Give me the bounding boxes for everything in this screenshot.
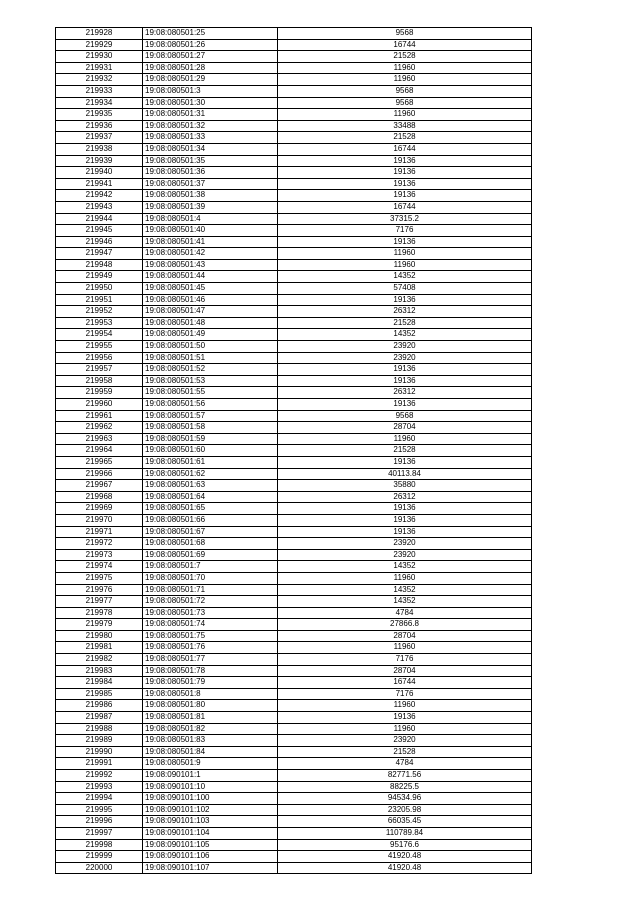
cadastral-number-cell: 19:08:080501:41 xyxy=(143,236,278,248)
row-id-cell: 219993 xyxy=(56,781,143,793)
table-row xyxy=(56,178,532,190)
cadastral-number-cell: 19:08:080501:7 xyxy=(143,561,278,573)
value-cell: 23920 xyxy=(278,538,532,550)
table-row xyxy=(56,85,532,97)
row-id-cell: 219982 xyxy=(56,654,143,666)
table-row xyxy=(56,549,532,561)
row-id-cell: 219951 xyxy=(56,294,143,306)
cadastral-number-cell: 19:08:080501:37 xyxy=(143,178,278,190)
cadastral-number-cell: 19:08:080501:52 xyxy=(143,364,278,376)
value-cell: 11960 xyxy=(278,259,532,271)
value-cell: 26312 xyxy=(278,387,532,399)
cadastral-number-cell: 19:08:080501:60 xyxy=(143,445,278,457)
table-row xyxy=(56,213,532,225)
value-cell: 21528 xyxy=(278,51,532,63)
row-id-cell: 219952 xyxy=(56,306,143,318)
cadastral-number-cell: 19:08:090101:100 xyxy=(143,793,278,805)
row-id-cell: 219950 xyxy=(56,283,143,295)
value-cell: 19136 xyxy=(278,526,532,538)
value-cell: 19136 xyxy=(278,514,532,526)
cadastral-number-cell: 19:08:080501:69 xyxy=(143,549,278,561)
value-cell: 21528 xyxy=(278,132,532,144)
value-cell: 35880 xyxy=(278,480,532,492)
table-row xyxy=(56,677,532,689)
row-id-cell: 219935 xyxy=(56,109,143,121)
cadastral-number-cell: 19:08:080501:51 xyxy=(143,352,278,364)
value-cell: 7176 xyxy=(278,654,532,666)
value-cell: 19136 xyxy=(278,178,532,190)
value-cell: 82771.56 xyxy=(278,770,532,782)
cadastral-number-cell: 19:08:080501:31 xyxy=(143,109,278,121)
value-cell: 26312 xyxy=(278,306,532,318)
cadastral-number-cell: 19:08:080501:82 xyxy=(143,723,278,735)
table-row xyxy=(56,433,532,445)
value-cell: 23920 xyxy=(278,549,532,561)
value-cell: 19136 xyxy=(278,456,532,468)
value-cell: 16744 xyxy=(278,677,532,689)
row-id-cell: 219981 xyxy=(56,642,143,654)
row-id-cell: 219977 xyxy=(56,596,143,608)
table-row xyxy=(56,688,532,700)
row-id-cell: 219999 xyxy=(56,851,143,863)
value-cell: 28704 xyxy=(278,630,532,642)
value-cell: 95176.6 xyxy=(278,839,532,851)
value-cell: 19136 xyxy=(278,364,532,376)
table-row xyxy=(56,132,532,144)
row-id-cell: 219934 xyxy=(56,97,143,109)
cadastral-number-cell: 19:08:080501:39 xyxy=(143,201,278,213)
table-row xyxy=(56,607,532,619)
cadastral-number-cell: 19:08:080501:50 xyxy=(143,341,278,353)
cadastral-number-cell: 19:08:080501:71 xyxy=(143,584,278,596)
row-id-cell: 219944 xyxy=(56,213,143,225)
table-row xyxy=(56,839,532,851)
cadastral-number-cell: 19:08:080501:9 xyxy=(143,758,278,770)
cadastral-number-cell: 19:08:080501:8 xyxy=(143,688,278,700)
row-id-cell: 219948 xyxy=(56,259,143,271)
cadastral-number-cell: 19:08:080501:66 xyxy=(143,514,278,526)
row-id-cell: 219933 xyxy=(56,85,143,97)
cadastral-number-cell: 19:08:080501:80 xyxy=(143,700,278,712)
value-cell: 88225.5 xyxy=(278,781,532,793)
table-row xyxy=(56,364,532,376)
table-row xyxy=(56,746,532,758)
row-id-cell: 219941 xyxy=(56,178,143,190)
value-cell: 14352 xyxy=(278,596,532,608)
row-id-cell: 219957 xyxy=(56,364,143,376)
cadastral-number-cell: 19:08:080501:76 xyxy=(143,642,278,654)
value-cell: 11960 xyxy=(278,109,532,121)
cadastral-number-cell: 19:08:080501:78 xyxy=(143,665,278,677)
table-row xyxy=(56,665,532,677)
cadastral-number-cell: 19:08:090101:102 xyxy=(143,804,278,816)
row-id-cell: 219968 xyxy=(56,491,143,503)
table-row xyxy=(56,294,532,306)
cadastral-number-cell: 19:08:080501:55 xyxy=(143,387,278,399)
table-row xyxy=(56,514,532,526)
row-id-cell: 219932 xyxy=(56,74,143,86)
row-id-cell: 219995 xyxy=(56,804,143,816)
value-cell: 57408 xyxy=(278,283,532,295)
row-id-cell: 219964 xyxy=(56,445,143,457)
row-id-cell: 219978 xyxy=(56,607,143,619)
table-row xyxy=(56,410,532,422)
value-cell: 9568 xyxy=(278,97,532,109)
value-cell: 14352 xyxy=(278,329,532,341)
cadastral-number-cell: 19:08:080501:57 xyxy=(143,410,278,422)
table-row xyxy=(56,74,532,86)
cadastral-number-cell: 19:08:080501:47 xyxy=(143,306,278,318)
value-cell: 4784 xyxy=(278,758,532,770)
row-id-cell: 219936 xyxy=(56,120,143,132)
value-cell: 14352 xyxy=(278,584,532,596)
cadastral-number-cell: 19:08:080501:58 xyxy=(143,422,278,434)
row-id-cell: 219939 xyxy=(56,155,143,167)
row-id-cell: 219965 xyxy=(56,456,143,468)
value-cell: 19136 xyxy=(278,294,532,306)
cadastral-number-cell: 19:08:080501:81 xyxy=(143,712,278,724)
row-id-cell: 219992 xyxy=(56,770,143,782)
cadastral-number-cell: 19:08:080501:33 xyxy=(143,132,278,144)
value-cell: 11960 xyxy=(278,700,532,712)
table-row xyxy=(56,468,532,480)
cadastral-number-cell: 19:08:080501:43 xyxy=(143,259,278,271)
row-id-cell: 219972 xyxy=(56,538,143,550)
row-id-cell: 219928 xyxy=(56,28,143,40)
row-id-cell: 219984 xyxy=(56,677,143,689)
value-cell: 28704 xyxy=(278,422,532,434)
row-id-cell: 219937 xyxy=(56,132,143,144)
table-row xyxy=(56,387,532,399)
table-row xyxy=(56,225,532,237)
value-cell: 21528 xyxy=(278,317,532,329)
table-row xyxy=(56,271,532,283)
table-row xyxy=(56,584,532,596)
row-id-cell: 219938 xyxy=(56,143,143,155)
value-cell: 19136 xyxy=(278,399,532,411)
table-row xyxy=(56,503,532,515)
table-row xyxy=(56,28,532,40)
row-id-cell: 219975 xyxy=(56,572,143,584)
table-row xyxy=(56,317,532,329)
value-cell: 7176 xyxy=(278,225,532,237)
row-id-cell: 219966 xyxy=(56,468,143,480)
cadastral-number-cell: 19:08:080501:34 xyxy=(143,143,278,155)
table-row xyxy=(56,97,532,109)
value-cell: 7176 xyxy=(278,688,532,700)
row-id-cell: 219991 xyxy=(56,758,143,770)
cadastral-number-cell: 19:08:080501:73 xyxy=(143,607,278,619)
table-row xyxy=(56,700,532,712)
value-cell: 14352 xyxy=(278,271,532,283)
value-cell: 16744 xyxy=(278,201,532,213)
value-cell: 9568 xyxy=(278,85,532,97)
cadastral-number-cell: 19:08:080501:44 xyxy=(143,271,278,283)
value-cell: 66035.45 xyxy=(278,816,532,828)
cadastral-number-cell: 19:08:080501:72 xyxy=(143,596,278,608)
spreadsheet-page xyxy=(55,27,531,874)
cadastral-number-cell: 19:08:080501:45 xyxy=(143,283,278,295)
row-id-cell: 219970 xyxy=(56,514,143,526)
row-id-cell: 219988 xyxy=(56,723,143,735)
table-row xyxy=(56,596,532,608)
value-cell: 14352 xyxy=(278,561,532,573)
row-id-cell: 219956 xyxy=(56,352,143,364)
cadastral-number-cell: 19:08:080501:56 xyxy=(143,399,278,411)
cadastral-number-cell: 19:08:080501:42 xyxy=(143,248,278,260)
table-row xyxy=(56,642,532,654)
value-cell: 19136 xyxy=(278,190,532,202)
table-row xyxy=(56,480,532,492)
row-id-cell: 219998 xyxy=(56,839,143,851)
row-id-cell: 219942 xyxy=(56,190,143,202)
row-id-cell: 219976 xyxy=(56,584,143,596)
value-cell: 33488 xyxy=(278,120,532,132)
table-row xyxy=(56,283,532,295)
table-row xyxy=(56,167,532,179)
row-id-cell: 219990 xyxy=(56,746,143,758)
cadastral-number-cell: 19:08:090101:104 xyxy=(143,827,278,839)
table-row xyxy=(56,851,532,863)
cadastral-number-cell: 19:08:080501:46 xyxy=(143,294,278,306)
row-id-cell: 219969 xyxy=(56,503,143,515)
table-row xyxy=(56,816,532,828)
cadastral-number-cell: 19:08:080501:28 xyxy=(143,62,278,74)
row-id-cell: 219929 xyxy=(56,39,143,51)
table-row xyxy=(56,201,532,213)
value-cell: 11960 xyxy=(278,723,532,735)
value-cell: 40113.84 xyxy=(278,468,532,480)
row-id-cell: 219985 xyxy=(56,688,143,700)
row-id-cell: 219959 xyxy=(56,387,143,399)
row-id-cell: 219987 xyxy=(56,712,143,724)
value-cell: 41920.48 xyxy=(278,862,532,874)
table-row xyxy=(56,491,532,503)
row-id-cell: 219943 xyxy=(56,201,143,213)
value-cell: 9568 xyxy=(278,410,532,422)
value-cell: 11960 xyxy=(278,642,532,654)
cadastral-number-cell: 19:08:080501:70 xyxy=(143,572,278,584)
cadastral-number-cell: 19:08:080501:75 xyxy=(143,630,278,642)
row-id-cell: 219983 xyxy=(56,665,143,677)
value-cell: 41920.48 xyxy=(278,851,532,863)
cadastral-number-cell: 19:08:080501:64 xyxy=(143,491,278,503)
row-id-cell: 219963 xyxy=(56,433,143,445)
row-id-cell: 219967 xyxy=(56,480,143,492)
cadastral-number-cell: 19:08:080501:84 xyxy=(143,746,278,758)
value-cell: 11960 xyxy=(278,74,532,86)
table-row xyxy=(56,827,532,839)
cadastral-number-cell: 19:08:080501:63 xyxy=(143,480,278,492)
row-id-cell: 219979 xyxy=(56,619,143,631)
cadastral-number-cell: 19:08:080501:83 xyxy=(143,735,278,747)
table-row xyxy=(56,862,532,874)
table-row xyxy=(56,341,532,353)
row-id-cell: 219930 xyxy=(56,51,143,63)
value-cell: 19136 xyxy=(278,236,532,248)
value-cell: 11960 xyxy=(278,248,532,260)
table-row xyxy=(56,456,532,468)
row-id-cell: 219973 xyxy=(56,549,143,561)
row-id-cell: 219958 xyxy=(56,375,143,387)
cadastral-number-cell: 19:08:090101:105 xyxy=(143,839,278,851)
table-row xyxy=(56,630,532,642)
cadastral-number-cell: 19:08:080501:62 xyxy=(143,468,278,480)
value-cell: 110789.84 xyxy=(278,827,532,839)
table-row xyxy=(56,422,532,434)
row-id-cell: 219931 xyxy=(56,62,143,74)
cadastral-number-cell: 19:08:090101:103 xyxy=(143,816,278,828)
cadastral-number-cell: 19:08:080501:26 xyxy=(143,39,278,51)
cadastral-number-cell: 19:08:080501:53 xyxy=(143,375,278,387)
table-row xyxy=(56,781,532,793)
cadastral-number-cell: 19:08:080501:36 xyxy=(143,167,278,179)
table-row xyxy=(56,561,532,573)
table-row xyxy=(56,445,532,457)
value-cell: 19136 xyxy=(278,375,532,387)
row-id-cell: 219945 xyxy=(56,225,143,237)
cadastral-number-cell: 19:08:080501:4 xyxy=(143,213,278,225)
data-table xyxy=(55,27,532,874)
table-row xyxy=(56,735,532,747)
value-cell: 23920 xyxy=(278,341,532,353)
row-id-cell: 219960 xyxy=(56,399,143,411)
table-row xyxy=(56,619,532,631)
cadastral-number-cell: 19:08:080501:29 xyxy=(143,74,278,86)
row-id-cell: 219949 xyxy=(56,271,143,283)
table-row xyxy=(56,109,532,121)
value-cell: 23205.98 xyxy=(278,804,532,816)
table-row xyxy=(56,62,532,74)
cadastral-number-cell: 19:08:080501:68 xyxy=(143,538,278,550)
value-cell: 11960 xyxy=(278,572,532,584)
cadastral-number-cell: 19:08:080501:61 xyxy=(143,456,278,468)
row-id-cell: 219974 xyxy=(56,561,143,573)
cadastral-number-cell: 19:08:080501:27 xyxy=(143,51,278,63)
row-id-cell: 219962 xyxy=(56,422,143,434)
table-row xyxy=(56,526,532,538)
value-cell: 16744 xyxy=(278,39,532,51)
table-row xyxy=(56,712,532,724)
table-row xyxy=(56,572,532,584)
row-id-cell: 219989 xyxy=(56,735,143,747)
table-row xyxy=(56,306,532,318)
table-row xyxy=(56,793,532,805)
cadastral-number-cell: 19:08:090101:106 xyxy=(143,851,278,863)
row-id-cell: 219961 xyxy=(56,410,143,422)
value-cell: 11960 xyxy=(278,62,532,74)
table-row xyxy=(56,39,532,51)
cadastral-number-cell: 19:08:080501:77 xyxy=(143,654,278,666)
table-row xyxy=(56,770,532,782)
table-row xyxy=(56,723,532,735)
table-body xyxy=(56,28,532,874)
cadastral-number-cell: 19:08:080501:48 xyxy=(143,317,278,329)
table-row xyxy=(56,51,532,63)
row-id-cell: 220000 xyxy=(56,862,143,874)
cadastral-number-cell: 19:08:080501:49 xyxy=(143,329,278,341)
row-id-cell: 219946 xyxy=(56,236,143,248)
row-id-cell: 219954 xyxy=(56,329,143,341)
value-cell: 19136 xyxy=(278,712,532,724)
table-row xyxy=(56,399,532,411)
value-cell: 37315.2 xyxy=(278,213,532,225)
cadastral-number-cell: 19:08:080501:40 xyxy=(143,225,278,237)
table-row xyxy=(56,120,532,132)
cadastral-number-cell: 19:08:080501:38 xyxy=(143,190,278,202)
table-row xyxy=(56,190,532,202)
table-row xyxy=(56,259,532,271)
cadastral-number-cell: 19:08:080501:79 xyxy=(143,677,278,689)
value-cell: 26312 xyxy=(278,491,532,503)
value-cell: 19136 xyxy=(278,503,532,515)
value-cell: 21528 xyxy=(278,746,532,758)
value-cell: 23920 xyxy=(278,352,532,364)
table-row xyxy=(56,538,532,550)
row-id-cell: 219971 xyxy=(56,526,143,538)
table-row xyxy=(56,248,532,260)
cadastral-number-cell: 19:08:080501:32 xyxy=(143,120,278,132)
cadastral-number-cell: 19:08:080501:35 xyxy=(143,155,278,167)
row-id-cell: 219953 xyxy=(56,317,143,329)
row-id-cell: 219980 xyxy=(56,630,143,642)
cadastral-number-cell: 19:08:090101:1 xyxy=(143,770,278,782)
value-cell: 94534.96 xyxy=(278,793,532,805)
value-cell: 19136 xyxy=(278,155,532,167)
row-id-cell: 219986 xyxy=(56,700,143,712)
cadastral-number-cell: 19:08:080501:30 xyxy=(143,97,278,109)
cadastral-number-cell: 19:08:090101:10 xyxy=(143,781,278,793)
row-id-cell: 219940 xyxy=(56,167,143,179)
row-id-cell: 219955 xyxy=(56,341,143,353)
table-row xyxy=(56,758,532,770)
table-row xyxy=(56,155,532,167)
value-cell: 9568 xyxy=(278,28,532,40)
row-id-cell: 219997 xyxy=(56,827,143,839)
table-row xyxy=(56,804,532,816)
cadastral-number-cell: 19:08:080501:67 xyxy=(143,526,278,538)
table-row xyxy=(56,236,532,248)
table-row xyxy=(56,654,532,666)
value-cell: 21528 xyxy=(278,445,532,457)
cadastral-number-cell: 19:08:080501:59 xyxy=(143,433,278,445)
value-cell: 27866.8 xyxy=(278,619,532,631)
cadastral-number-cell: 19:08:080501:74 xyxy=(143,619,278,631)
cadastral-number-cell: 19:08:080501:65 xyxy=(143,503,278,515)
value-cell: 16744 xyxy=(278,143,532,155)
value-cell: 23920 xyxy=(278,735,532,747)
value-cell: 19136 xyxy=(278,167,532,179)
cadastral-number-cell: 19:08:080501:3 xyxy=(143,85,278,97)
table-row xyxy=(56,352,532,364)
value-cell: 11960 xyxy=(278,433,532,445)
row-id-cell: 219947 xyxy=(56,248,143,260)
table-row xyxy=(56,375,532,387)
cadastral-number-cell: 19:08:080501:25 xyxy=(143,28,278,40)
value-cell: 28704 xyxy=(278,665,532,677)
table-row xyxy=(56,329,532,341)
row-id-cell: 219996 xyxy=(56,816,143,828)
cadastral-number-cell: 19:08:090101:107 xyxy=(143,862,278,874)
table-row xyxy=(56,143,532,155)
value-cell: 4784 xyxy=(278,607,532,619)
row-id-cell: 219994 xyxy=(56,793,143,805)
